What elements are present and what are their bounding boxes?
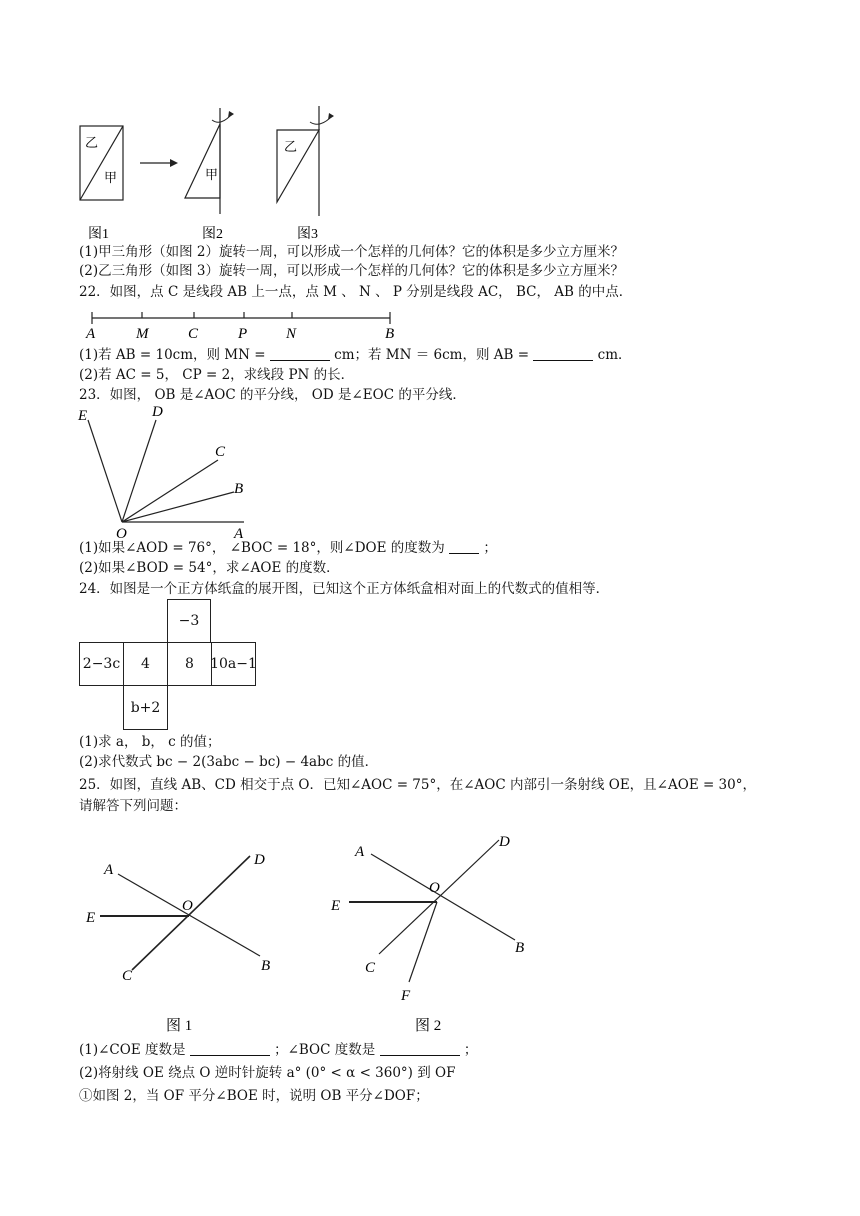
q25-part1-c: ； [463, 1042, 478, 1058]
ray-label-a: A [234, 526, 244, 542]
fig3-caption: 图3 [297, 227, 318, 242]
q22-blank-mn [270, 346, 330, 361]
q22-part1 [79, 346, 632, 364]
net-cell-top: −3 [167, 599, 211, 643]
point-b: B [385, 326, 395, 342]
vertex-o: O [116, 526, 127, 542]
q25-figure-1 [80, 840, 300, 1040]
ray-label-d: D [152, 404, 163, 420]
q22-stem: 22．如图，点 C 是线段 AB 上一点，点 M 、 N 、 P 分别是线段 AC， BC， AB 的中点． [79, 284, 633, 300]
net-cell-right: 10a−1 [211, 642, 256, 686]
q22-part1-b: cm；若 MN ＝ 6cm，则 AB = [334, 347, 530, 363]
q23-part1-a: (1)如果∠AOD = 76°， ∠BOC = 18°，则∠DOE 的度数为 [79, 540, 445, 556]
fig2-triangle [185, 124, 220, 198]
q23-angle-figure [76, 404, 266, 544]
label-d: D [254, 852, 265, 868]
ray-oc [122, 460, 218, 522]
q22-part2: (2)若 AC = 5， CP = 2，求线段 PN 的长． [79, 367, 355, 383]
label-a: A [104, 862, 114, 878]
q25-part1-a: (1)∠COE 度数是 [79, 1042, 186, 1058]
fig2-caption: 图 2 [415, 1018, 442, 1034]
q25-part1-b: ；∠BOC 度数是 [274, 1042, 376, 1058]
fig2-label-jia: 甲 [205, 167, 219, 182]
q23-part1-b: ； [483, 540, 497, 556]
label-b: B [261, 958, 271, 974]
q24-part2: (2)求代数式 bc − 2(3abc − bc) − 4abc 的值． [79, 754, 379, 770]
net-cell-4: 4 [123, 642, 168, 686]
q23-blank [449, 539, 479, 554]
net-cell-bottom: b+2 [123, 685, 168, 730]
q25-stem-line2: 请解答下列问题： [79, 798, 187, 814]
label-o: O [429, 880, 440, 896]
q21-part1: (1)甲三角形（如图 2）旋转一周，可以形成一个怎样的几何体？它的体积是多少立方厘米？ [79, 244, 625, 260]
label-f: F [401, 988, 411, 1004]
ray-oe [88, 420, 122, 522]
fig1-label-jia: 甲 [104, 170, 118, 185]
fig3-rotation-head [328, 113, 334, 120]
q25-figure-2 [325, 830, 545, 1040]
label-c: C [365, 960, 376, 976]
q25-part2: (2)将射线 OE 绕点 O 逆时针旋转 a° (0° < α < 360°) 到 OF [79, 1065, 456, 1081]
label-c: C [122, 968, 133, 984]
line-cd [379, 840, 499, 954]
line-ab [371, 854, 515, 940]
q22-blank-ab [533, 346, 593, 361]
q21-part2: (2)乙三角形（如图 3）旋转一周，可以形成一个怎样的几何体？它的体积是多少立方厘米？ [79, 263, 625, 279]
ray-of [409, 902, 437, 982]
point-p: P [238, 326, 248, 342]
ray-od [122, 420, 156, 522]
q22-part1-c: cm． [597, 347, 632, 363]
q24-part1: (1)求 a， b， c 的值； [79, 734, 221, 750]
label-o: O [182, 898, 193, 914]
ray-label-e: E [78, 408, 88, 424]
q22-part1-a: (1)若 AB = 10cm，则 MN = [79, 347, 266, 363]
point-a: A [86, 326, 96, 342]
ray-label-c: C [215, 444, 226, 460]
fig3-label-yi: 乙 [284, 139, 298, 154]
fig3-rotation-arrow [310, 118, 330, 124]
q23-part2: (2)如果∠BOD = 54°，求∠AOE 的度数． [79, 560, 340, 576]
ray-ob [122, 492, 234, 522]
label-d: D [499, 834, 510, 850]
point-m: M [136, 326, 149, 342]
q24-stem: 24．如图是一个正方体纸盒的展开图，已知这个正方体纸盒相对面上的代数式的值相等． [79, 581, 610, 597]
fig1-caption: 图 1 [166, 1018, 193, 1034]
q23-stem: 23．如图， OB 是∠AOC 的平分线， OD 是∠EOC 的平分线． [79, 387, 466, 403]
q25-part3: ①如图 2，当 OF 平分∠BOE 时，说明 OB 平分∠DOF； [79, 1088, 429, 1104]
arrow-head [170, 159, 178, 167]
label-a: A [355, 844, 365, 860]
q25-blank-boc [380, 1041, 460, 1056]
fig1-caption: 图1 [88, 227, 109, 242]
fig2-rotation-arrow [212, 116, 230, 122]
q25-blank-coe [190, 1041, 270, 1056]
point-n: N [286, 326, 297, 342]
q25-part1 [79, 1041, 477, 1059]
fig1-label-yi: 乙 [85, 135, 99, 150]
q22-segment-figure [80, 306, 410, 342]
q23-part1 [79, 539, 497, 557]
q25-stem-line1: 25．如图，直线 AB、CD 相交于点 O．已知∠AOC = 75°，在∠AOC 内部引一条射线 OE，且∠AOE = 30°， [79, 777, 756, 793]
ray-label-b: B [234, 481, 244, 497]
fig2-rotation-head [228, 111, 234, 118]
net-cell-left: 2−3c [79, 642, 124, 686]
point-c: C [188, 326, 199, 342]
fig2-caption: 图2 [202, 227, 223, 242]
net-cell-8: 8 [167, 642, 212, 686]
label-e: E [331, 898, 341, 914]
label-b: B [515, 940, 525, 956]
q21-figures [70, 100, 370, 240]
label-e: E [86, 910, 96, 926]
